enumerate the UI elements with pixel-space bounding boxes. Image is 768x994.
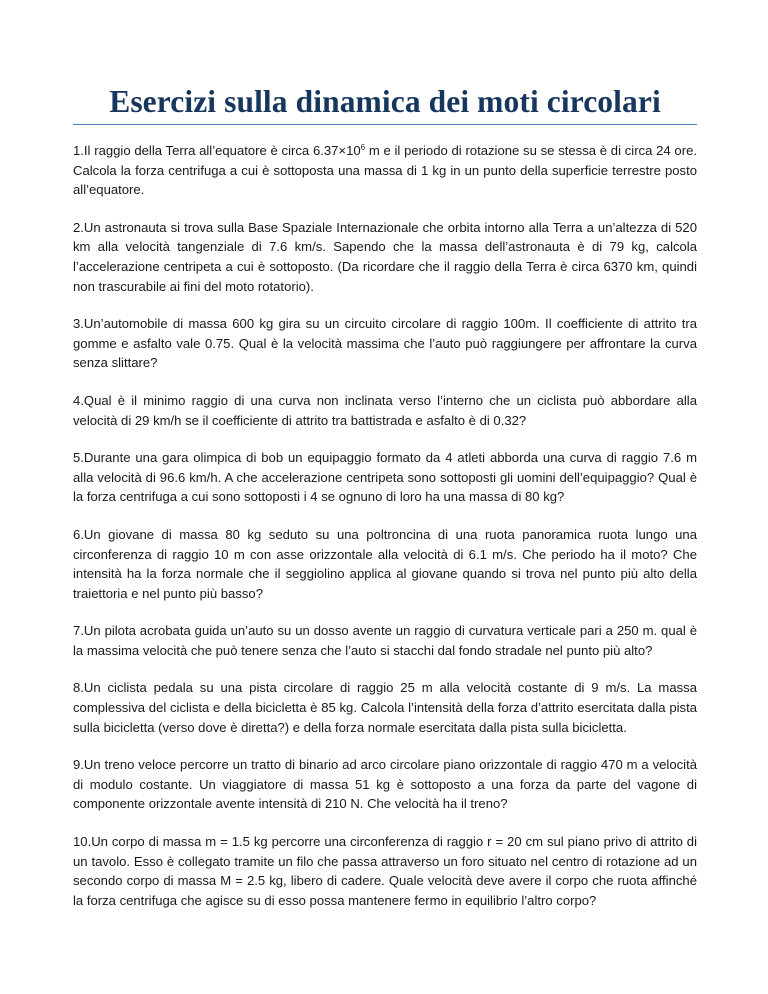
exercise-6: 6.Un giovane di massa 80 kg seduto su una poltroncina di una ruota panoramica ruota lungo una circonferenza di raggio 10 m con asse orizzontale alla velocità di 6.1 m/s. Che periodo ha il moto? Che intensità ha la forza normale che il seggiolino applica al giovane quando si trova nel punto più alto della traiettoria e nel punto più basso?: [73, 526, 697, 601]
exercise-4: 4.Qual è il minimo raggio di una curva non inclinata verso l’interno che un ciclista può abbordare alla velocità di 29 km/h se il coefficiente di attrito tra battistrada e asfalto è di 0.32?: [73, 392, 697, 428]
exercise-1: [73, 141, 697, 200]
document-page: [73, 82, 697, 928]
exercise-2: 2.Un astronauta si trova sulla Base Spaziale Internazionale che orbita intorno alla Terra a un’altezza di 520 km alla velocità tangenziale di 7.6 km/s. Sapendo che la massa dell’astronauta è di 79 kg, calcola l’accelerazione centripeta a cui è sottoposto. (Da ricordare che il raggio della Terra è circa 6370 km, quindi non trascurabile ai fini del moto rotatorio).: [73, 219, 697, 294]
exercise-1-text-end: m e il periodo di rotazione su se stessa è di circa 24 ore. Calcola la forza centrifuga a cui è sottoposta una massa di 1 kg in un punto della superficie terrestre posto all’equatore.: [73, 143, 697, 198]
exercise-3: 3.Un’automobile di massa 600 kg gira su un circuito circolare di raggio 100m. Il coefficiente di attrito tra gomme e asfalto vale 0.75. Qual è la velocità massima che l’auto può raggiungere per affrontare la curva senza slittare?: [73, 316, 697, 371]
exercise-9: 9.Un treno veloce percorre un tratto di binario ad arco circolare piano orizzontale di raggio 470 m a velocità di modulo costante. Un viaggiatore di massa 51 kg è sottoposto a una forza da parte del vagone di componente orizzontale avente intensità di 210 N. Che velocità ha il treno?: [73, 757, 697, 812]
exercise-8: 8.Un ciclista pedala su una pista circolare di raggio 25 m alla velocità costante di 9 m/s. La massa complessiva del ciclista e della bicicletta è 85 kg. Calcola l’intensità della forza d’attrito esercitata dalla pista sulla bicicletta (verso dove è diretta?) e della forza normale esercitata dalla pista sulla bicicletta.: [73, 680, 697, 735]
exponent: 6: [360, 143, 366, 152]
title-underline: [73, 124, 697, 125]
page-title: Esercizi sulla dinamica dei moti circolari: [109, 84, 661, 119]
exercise-7: 7.Un pilota acrobata guida un’auto su un dosso avente un raggio di curvatura verticale pari a 250 m. qual è la massima velocità che può tenere senza che l’auto si stacchi dal fondo stradale nel punto più alto?: [73, 623, 697, 658]
exercise-5: 5.Durante una gara olimpica di bob un equipaggio formato da 4 atleti abborda una curva di raggio 7.6 m alla velocità di 96.6 km/h. A che accelerazione centripeta sono sottoposti gli uomini dell’equipaggio? Qual è la forza centrifuga a cui sono sottoposti i 4 se ognuno di loro ha una massa di 80 kg?: [73, 450, 697, 505]
exercise-1-text-start: 1.Il raggio della Terra all’equatore è circa 6.37×10: [73, 143, 361, 158]
exercise-10: 10.Un corpo di massa m = 1.5 kg percorre una circonferenza di raggio r = 20 cm sul piano privo di attrito di un tavolo. Esso è collegato tramite un filo che passa attraverso un foro situato nel centro di rotazione ad un secondo corpo di massa M = 2.5 kg, libero di cadere. Quale velocità deve avere il corpo che ruota affinché la forza centrifuga che agisce su di esso possa mantenere fermo in equilibrio l’altro corpo?: [73, 834, 697, 908]
